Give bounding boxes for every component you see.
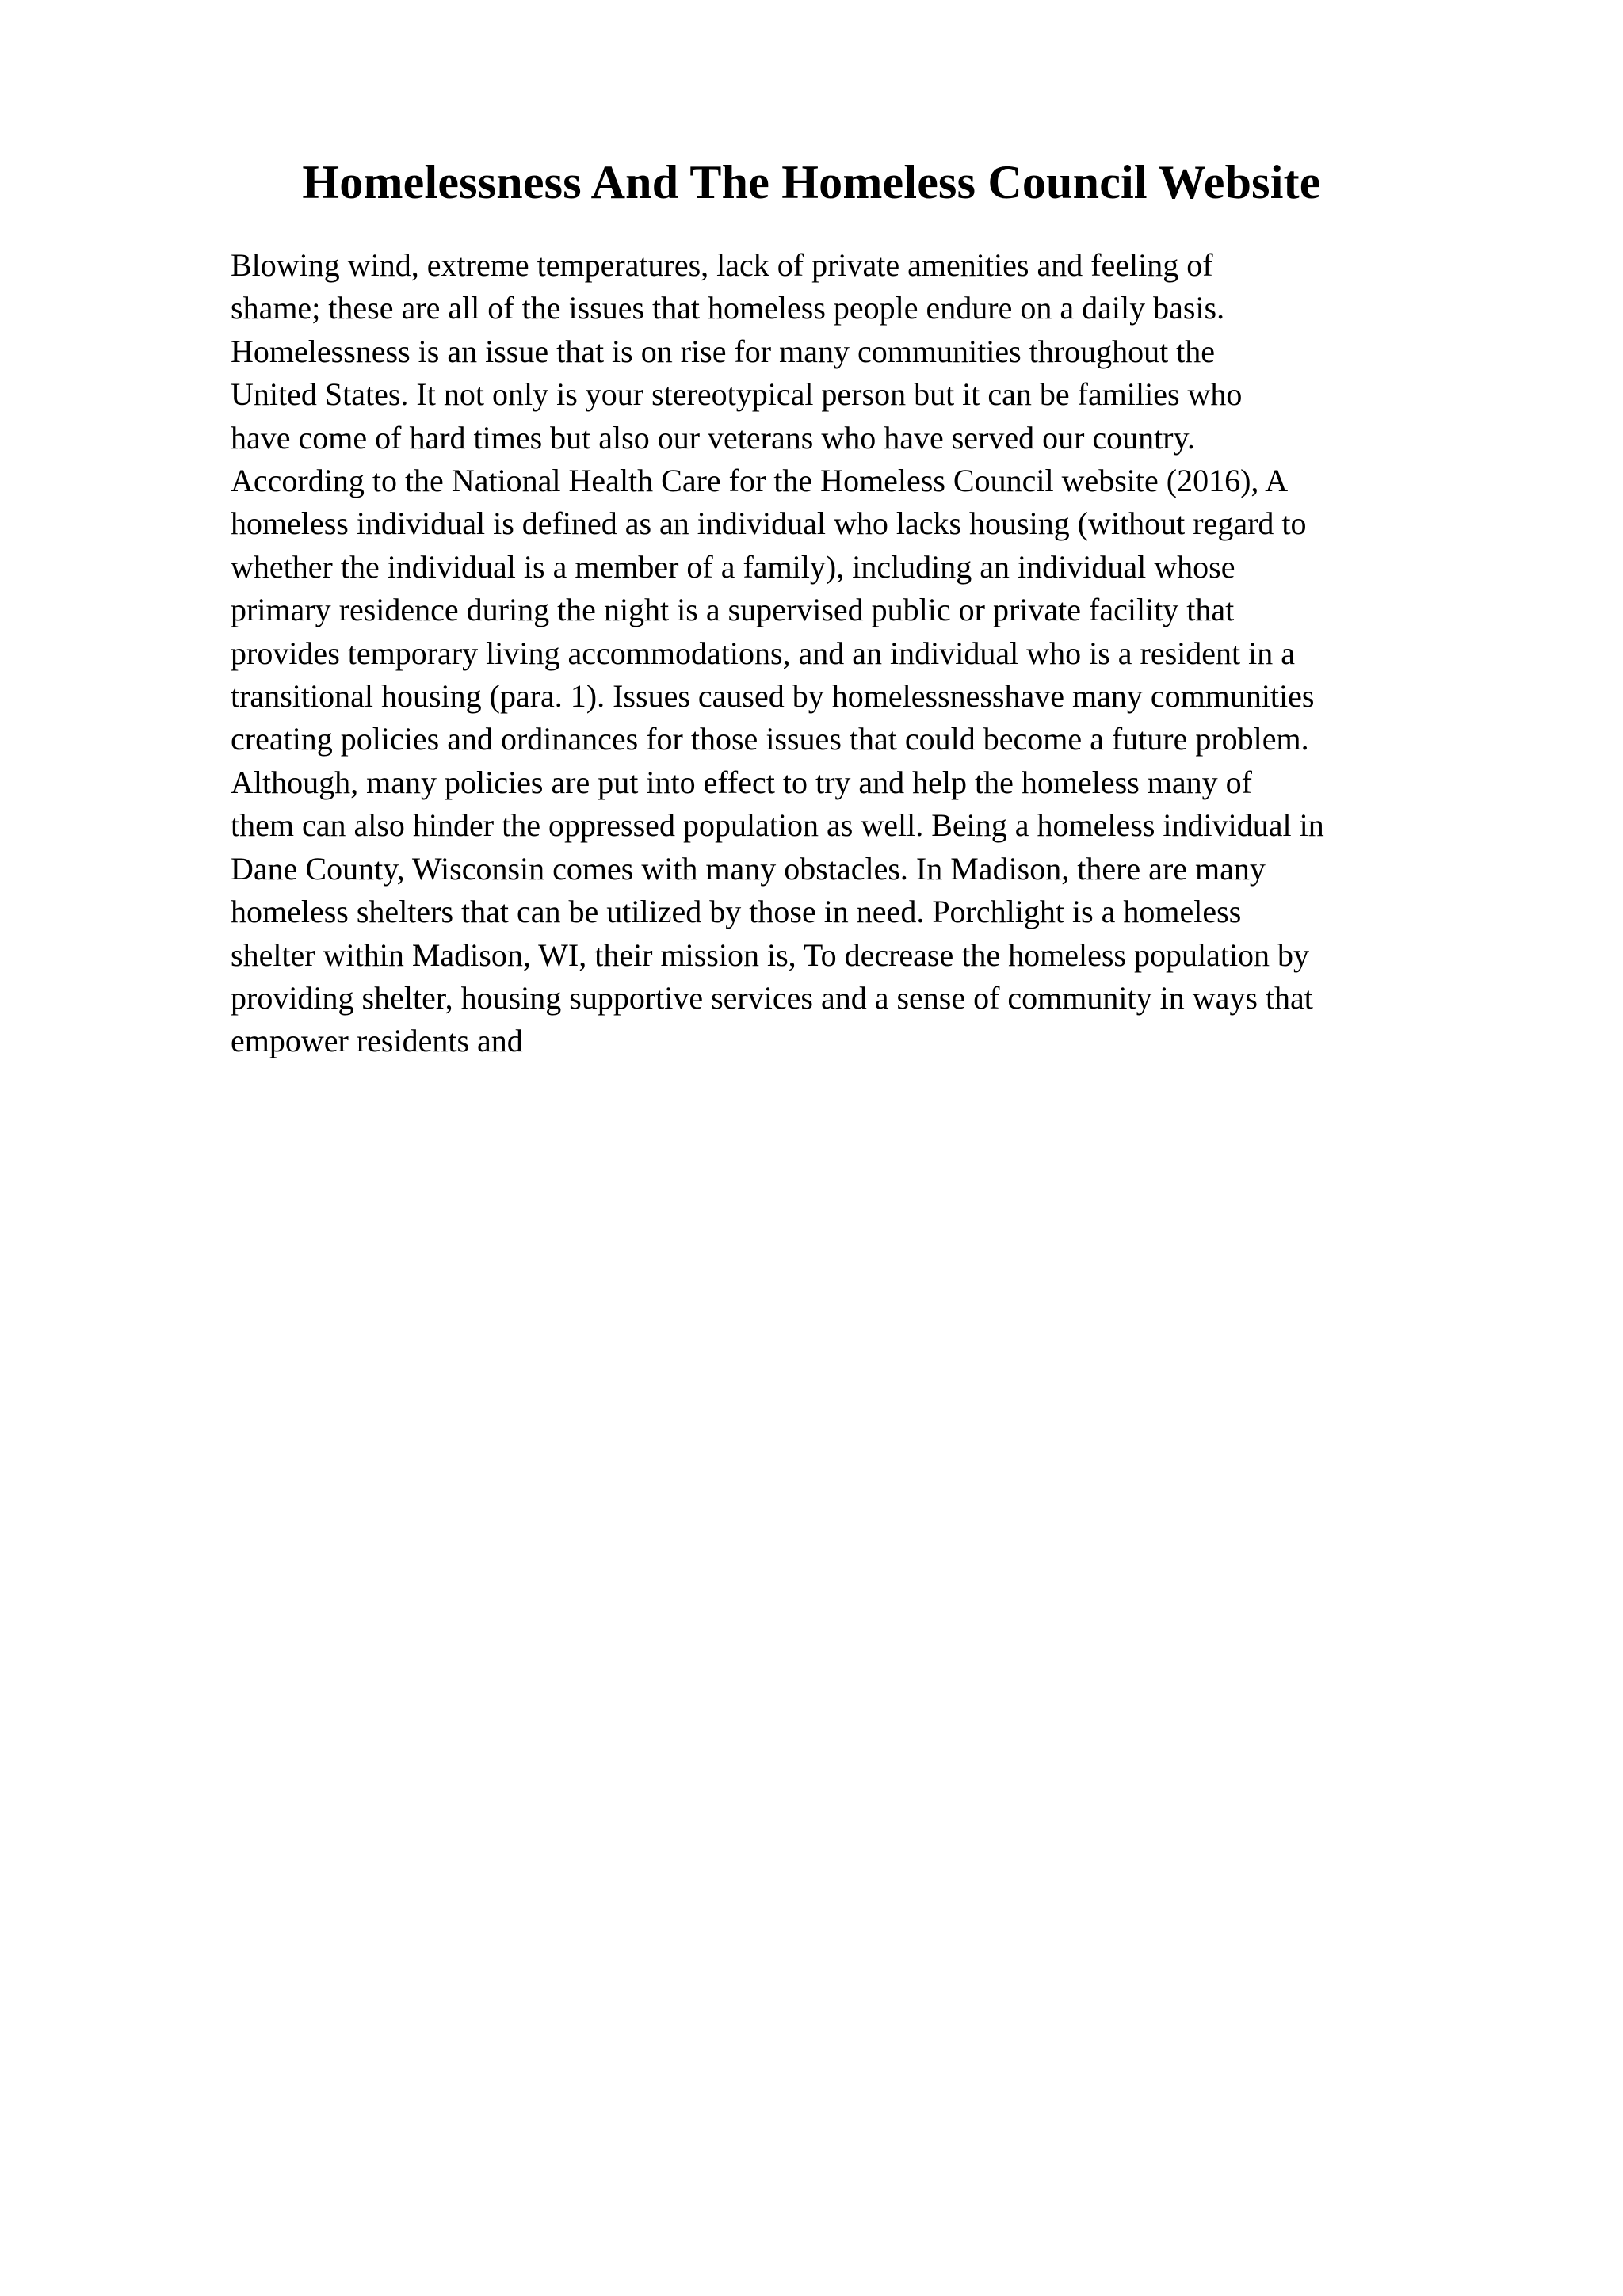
text-line: Although, many policies are put into effect to try and help the homeless many of bbox=[231, 764, 1252, 800]
text-line: whether the individual is a member of a family), including an individual whose bbox=[231, 548, 1235, 585]
text-line: According to the National Health Care for the Homeless Council website (2016), A bbox=[231, 463, 1289, 499]
text-line: empower residents and bbox=[231, 1023, 523, 1059]
text-line: shame; these are all of the issues that homeless people endure on a daily basis. bbox=[231, 290, 1225, 326]
text-line: United States. It not only is your stereotypical person but it can be families who bbox=[231, 376, 1243, 413]
text-line: shelter within Madison, WI, their mission is, To decrease the homeless population by bbox=[231, 936, 1310, 973]
text-line: Blowing wind, extreme temperatures, lack of private amenities and feeling of bbox=[231, 247, 1213, 283]
document-title: Homelessness And The Homeless Council Website bbox=[302, 156, 1321, 208]
text-line: have come of hard times but also our veterans who have served our country. bbox=[231, 419, 1196, 456]
text-line: creating policies and ordinances for those issues that could become a future problem. bbox=[231, 721, 1309, 757]
body-paragraph bbox=[231, 244, 1514, 1063]
text-line: homeless shelters that can be utilized by those in need. Porchlight is a homeless bbox=[231, 894, 1242, 930]
text-line: Homelessness is an issue that is on rise for many communities throughout the bbox=[231, 333, 1216, 369]
text-line: homeless individual is defined as an individual who lacks housing (without regard to bbox=[231, 505, 1307, 542]
text-line: Dane County, Wisconsin comes with many obstacles. In Madison, there are many bbox=[231, 850, 1266, 887]
text-line: providing shelter, housing supportive services and a sense of community in ways that bbox=[231, 979, 1313, 1016]
text-line: them can also hinder the oppressed population as well. Being a homeless individual in bbox=[231, 807, 1324, 844]
text-line: transitional housing (para. 1). Issues caused by homelessnesshave many communities bbox=[231, 678, 1315, 715]
text-line: primary residence during the night is a supervised public or private facility that bbox=[231, 592, 1235, 628]
text-line: provides temporary living accommodations, and an individual who is a resident in a bbox=[231, 635, 1296, 671]
